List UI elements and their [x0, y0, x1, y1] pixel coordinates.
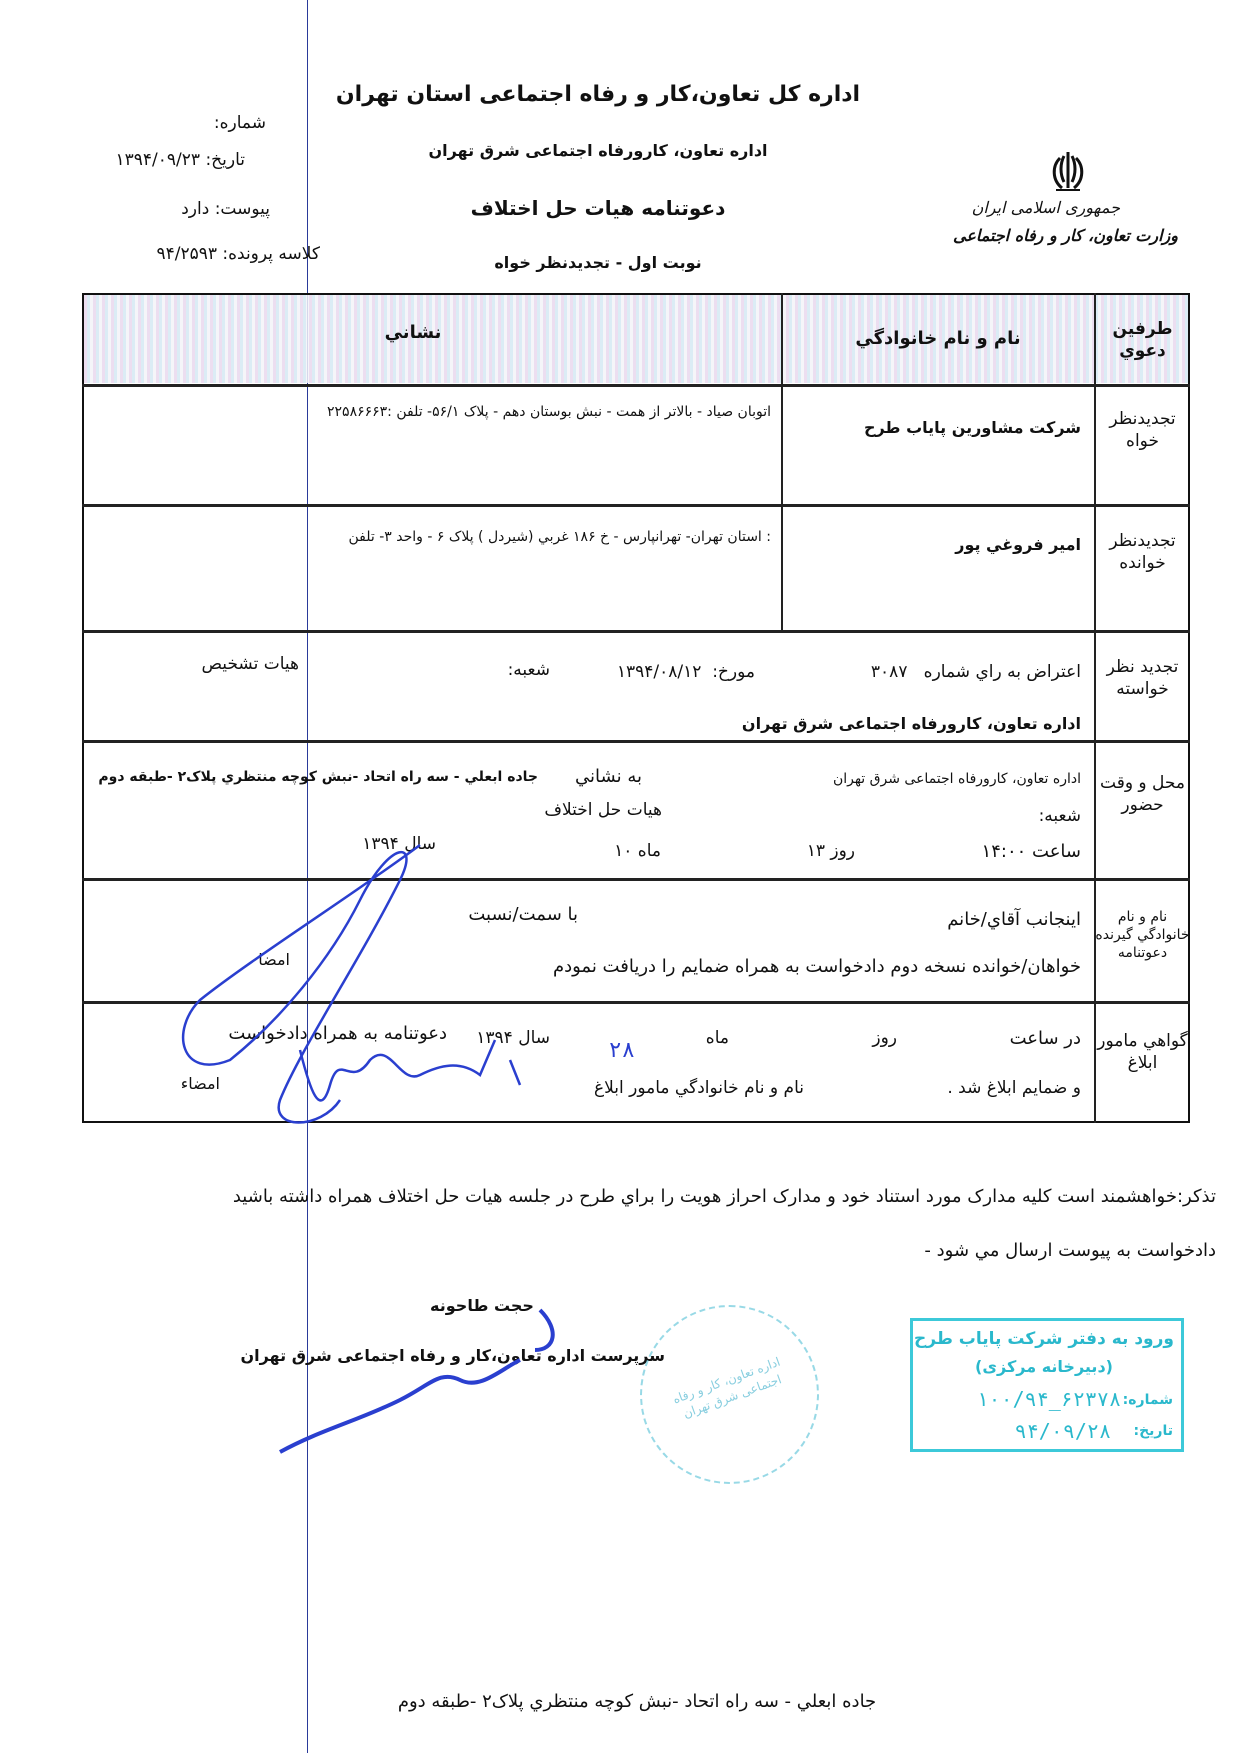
attendance-office: اداره تعاون، کارورفاه اجتماعی شرق تهران — [832, 771, 1081, 787]
handwritten-officer-date: ۲۸ — [608, 1038, 635, 1063]
officer-signature-scribble — [300, 1040, 520, 1100]
attendance-year: سال ۱۳۹۴ — [362, 834, 436, 854]
appellant-name: شرکت مشاورين پاياب طرح — [863, 418, 1081, 437]
note-line2: دادخواست به پيوست ارسال مي شود - — [924, 1240, 1216, 1261]
attendance-address-label: به نشاني — [575, 766, 642, 787]
header-name: نام و نام خانوادگي — [855, 328, 1021, 349]
respondent-address: : استان تهران- تهرانپارس - خ ۱۸۶ غربي (شيردل ) پلاک ۶ - واحد ۳- تلفن — [348, 529, 771, 545]
officer-name-label: نام و نام خانوادگي مامور ابلاغ — [594, 1078, 804, 1098]
document-title: دعوتنامه هيات حل اختلاف — [470, 196, 726, 220]
org-subtitle: اداره تعاون، کارورفاه اجتماعی شرق تهران — [428, 141, 768, 160]
attendance-board: هيات حل اختلاف — [544, 800, 662, 820]
attachment-label: پيوست: — [214, 199, 270, 219]
entry-stamp-number-label: شماره: — [1122, 1392, 1173, 1408]
receiver-signature-label: امضا — [258, 950, 290, 969]
receiver-line2: خواهان/خوانده نسخه دوم دادخواست به همراه ضمايم را دريافت نمودم — [552, 956, 1081, 977]
appeal-office: اداره تعاون، کارورفاه اجتماعی شرق تهران — [741, 714, 1081, 733]
signatory-name: حجت طاحونه — [430, 1296, 534, 1315]
attendance-hour: ساعت ۱۴:۰۰ — [981, 841, 1081, 862]
file-class-value: ۹۴/۲۵۹۳ — [156, 244, 217, 264]
round-stamp-text: اداره تعاون، کار و رفاه اجتماعی شرق تهران — [670, 1354, 784, 1421]
officer-at-hour: در ساعت — [1009, 1028, 1081, 1049]
appeal-branch-label: شعبه: — [507, 660, 550, 680]
attendance-day: روز ۱۳ — [806, 841, 855, 861]
entry-stamp-title: ورود به دفتر شرکت پاياب طرح — [914, 1329, 1174, 1349]
turn-label: نوبت اول - تجديدنظر خواه — [494, 253, 702, 272]
number-label: شماره: — [213, 113, 266, 133]
dated-label: مورخ: — [712, 662, 755, 682]
attachment-value: دارد — [181, 199, 210, 219]
receiver-line1: اينجانب آقاي/خانم — [947, 909, 1081, 930]
attendance-month: ماه ۱۰ — [614, 841, 661, 861]
signatory-signature — [280, 1310, 553, 1452]
attendance-label: محل و وقت حضور — [1100, 773, 1185, 816]
officer-month: ماه — [705, 1028, 729, 1048]
appellant-label: تجديدنظر خواه — [1109, 409, 1176, 452]
header-address: نشاني — [384, 322, 442, 343]
entry-stamp-subtitle: (دبيرخانه مرکزی) — [975, 1357, 1113, 1376]
officer-signature-label: امضاء — [180, 1074, 220, 1093]
entry-stamp-date-value: ۹۴/۰۹/۲۸ — [1014, 1419, 1111, 1443]
officer-year: سال ۱۳۹۴ — [476, 1028, 550, 1048]
officer-invitation: دعوتنامه به همراه دادخواست — [228, 1023, 447, 1044]
appeal-board: هيات تشخيص — [201, 654, 299, 674]
officer-label: گواهي مامور ابلاغ — [1097, 1031, 1188, 1074]
entry-stamp-date-label: تاریخ: — [1133, 1423, 1173, 1439]
receiver-signature-loop — [180, 845, 420, 1123]
dated-value: ۱۳۹۴/۰۸/۱۲ — [616, 662, 702, 682]
appeal-label: تجديد نظر خواسته — [1106, 657, 1179, 700]
footer-address: جاده ابعلي - سه راه اتحاد -نبش کوچه منتظري پلاک۲ -طبقه دوم — [397, 1691, 877, 1712]
officer-delivered: و ضمايم ابلاغ شد . — [947, 1078, 1081, 1098]
signatory-title: سرپرست اداره تعاون،کار و رفاه اجتماعی شرق تهران — [240, 1346, 665, 1365]
receiver-role: با سمت/نسبت — [468, 904, 578, 925]
logo-text-ministry: وزارت تعاون، کار و رفاه اجتماعی — [953, 226, 1178, 245]
receiver-label: نام و نام خانوادگي گيرنده دعوتنامه — [1095, 909, 1190, 962]
respondent-name: امير فروغي پور — [955, 535, 1081, 554]
attendance-branch-label: شعبه: — [1038, 806, 1081, 826]
entry-stamp-number-value: ۱۰۰/۹۴_۶۲۳۷۸ — [976, 1387, 1121, 1411]
objection-label: اعتراض به راي شماره — [923, 662, 1081, 682]
date-label: تاريخ: — [205, 150, 245, 170]
org-title: اداره کل تعاون،کار و رفاه اجتماعی استان تهران — [335, 82, 861, 107]
vote-number: ۳۰۸۷ — [870, 662, 908, 682]
logo-text-republic: جمهوری اسلامی ایران — [971, 198, 1120, 217]
respondent-label: تجديدنظر خوانده — [1109, 531, 1176, 574]
attendance-address: جاده ابعلي - سه راه اتحاد -نبش کوچه منتظري پلاک۲ -طبقه دوم — [98, 769, 538, 785]
header-parties: طرفين دعوي — [1112, 319, 1173, 362]
appellant-address: اتوبان صياد - بالاتر از همت - نبش بوستان دهم - پلاک ۵۶/۱- تلفن :۲۲۵۸۶۶۶۳ — [327, 404, 771, 420]
officer-day: روز — [872, 1028, 897, 1048]
note-line1: تذکر:خواهشمند است کليه مدارک مورد استناد خود و مدارک احراز هويت را براي طرح در جلسه هيات حل اختلاف همراه داشته باشيد — [232, 1186, 1216, 1207]
file-class-label: کلاسه پرونده: — [222, 244, 320, 264]
date-value: ۱۳۹۴/۰۹/۲۳ — [115, 150, 201, 170]
